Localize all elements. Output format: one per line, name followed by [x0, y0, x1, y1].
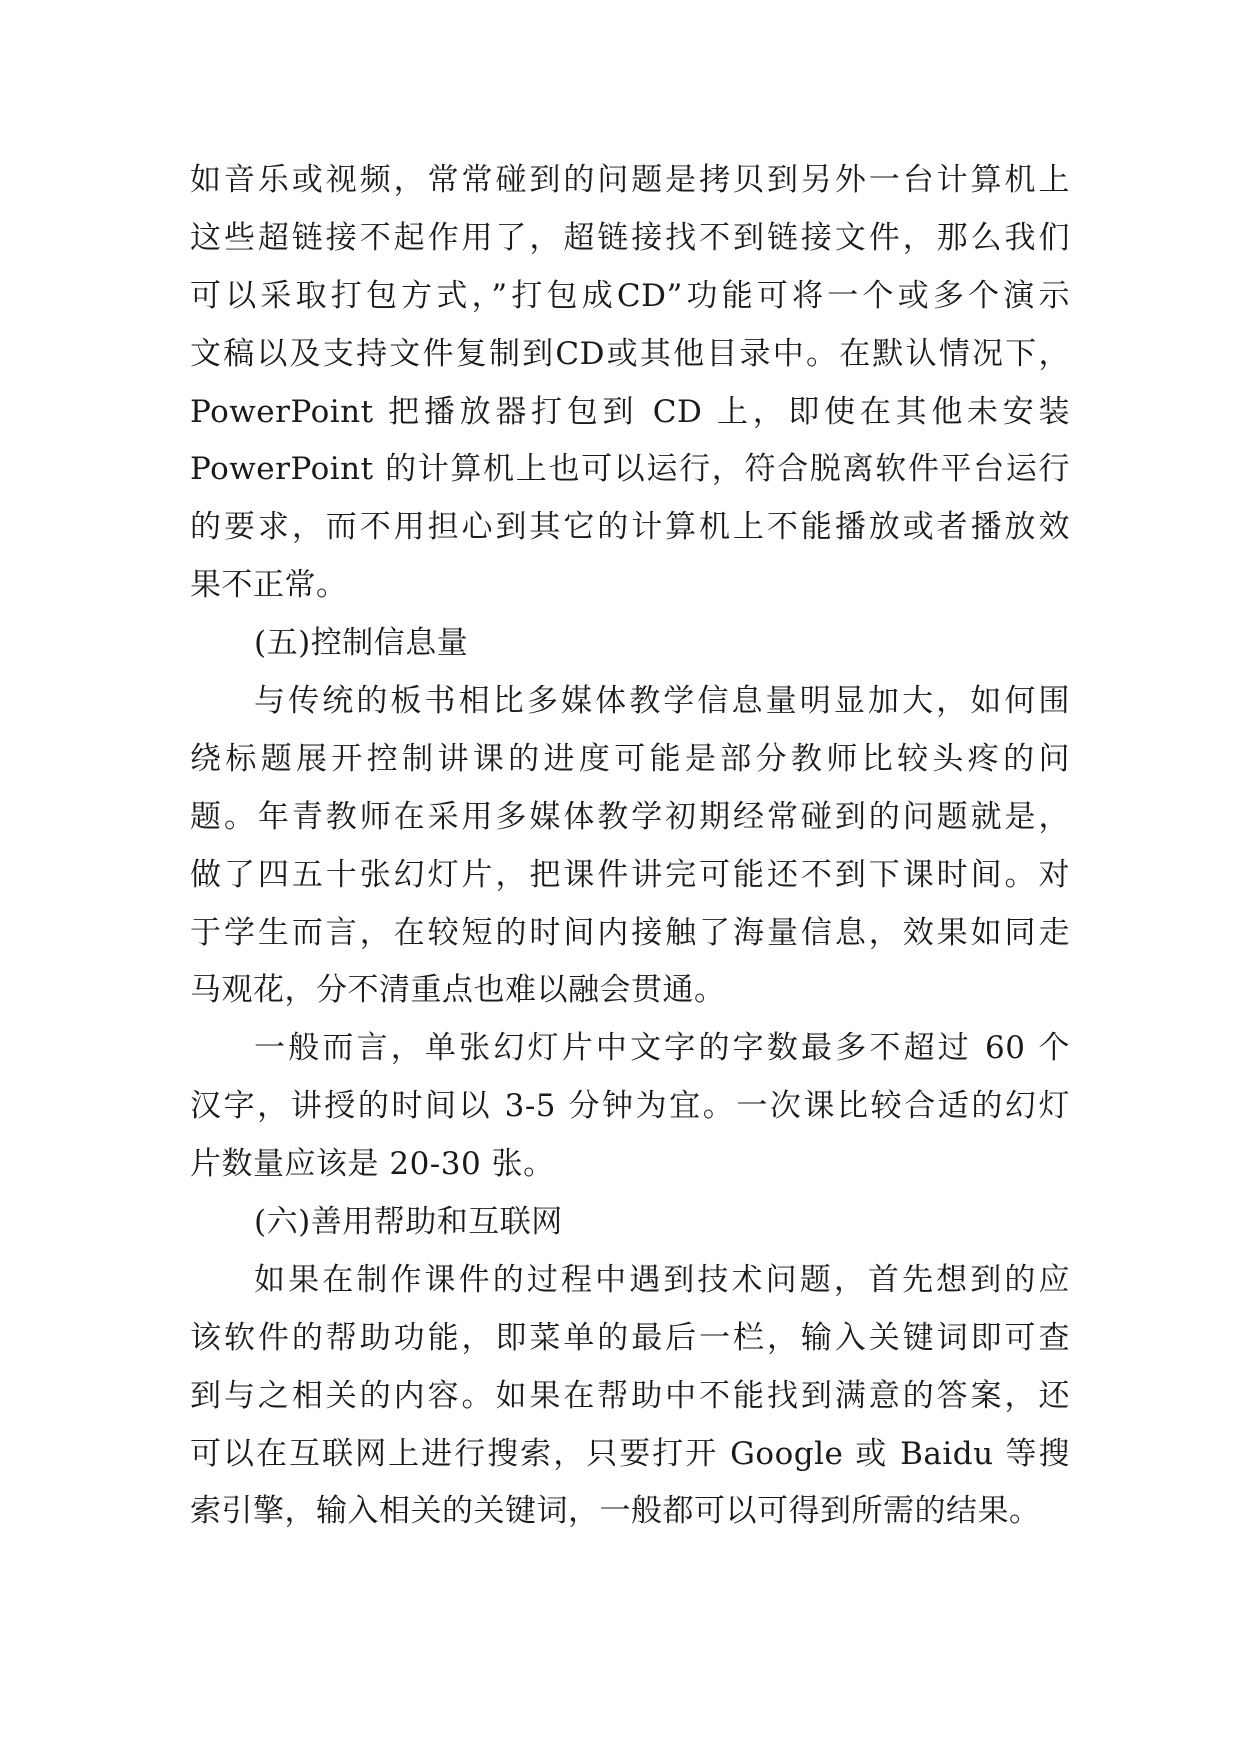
text-line: 如果在制作课件的过程中遇到技术问题，首先想到的应 [254, 1261, 1070, 1298]
section-heading: (六)善用帮助和互联网 [254, 1204, 563, 1241]
text-line: 马观花，分不清重点也难以融会贯通。 [190, 972, 726, 1009]
text-line: 可以在互联网上进行搜索，只要打开 Google 或 Baidu 等搜 [190, 1435, 1070, 1472]
section-heading: (五)控制信息量 [254, 625, 469, 662]
text-line: 与传统的板书相比多媒体教学信息量明显加大，如何围 [254, 683, 1070, 720]
text-line: 该软件的帮助功能，即菜单的最后一栏，输入关键词即可查 [190, 1319, 1070, 1356]
text-line: 可以采取打包方式，”打包成CD”功能可将一个或多个演示 [190, 277, 1070, 314]
text-line: 题。年青教师在采用多媒体教学初期经常碰到的问题就是， [190, 798, 1070, 835]
text-line: 做了四五十张幻灯片，把课件讲完可能还不到下课时间。对 [190, 856, 1070, 893]
text-line: 索引擎，输入相关的关键词，一般都可以可得到所需的结果。 [190, 1493, 1041, 1530]
text-line: 的要求，而不用担心到其它的计算机上不能播放或者播放效 [190, 509, 1070, 546]
text-line: 这些超链接不起作用了，超链接找不到链接文件，那么我们 [190, 219, 1070, 256]
text-line: 文稿以及支持文件复制到CD或其他目录中。在默认情况下， [190, 335, 1070, 372]
text-line: PowerPoint 把播放器打包到 CD 上，即使在其他未安装 [190, 393, 1070, 430]
text-line: 于学生而言，在较短的时间内接触了海量信息，效果如同走 [190, 914, 1070, 951]
text-line: 片数量应该是 20-30 张。 [190, 1146, 555, 1183]
text-line: PowerPoint 的计算机上也可以运行，符合脱离软件平台运行 [190, 451, 1070, 488]
text-line: 绕标题展开控制讲课的进度可能是部分教师比较头疼的问 [190, 740, 1070, 777]
text-line: 果不正常。 [190, 567, 348, 604]
text-line: 如音乐或视频，常常碰到的问题是拷贝到另外一台计算机上 [190, 162, 1070, 198]
text-line: 汉字，讲授的时间以 3-5 分钟为宜。一次课比较合适的幻灯 [190, 1088, 1070, 1125]
text-line: 到与之相关的内容。如果在帮助中不能找到满意的答案，还 [190, 1377, 1070, 1414]
body-text [190, 152, 1070, 1541]
text-line: 一般而言，单张幻灯片中文字的字数最多不超过 60 个 [254, 1030, 1070, 1067]
